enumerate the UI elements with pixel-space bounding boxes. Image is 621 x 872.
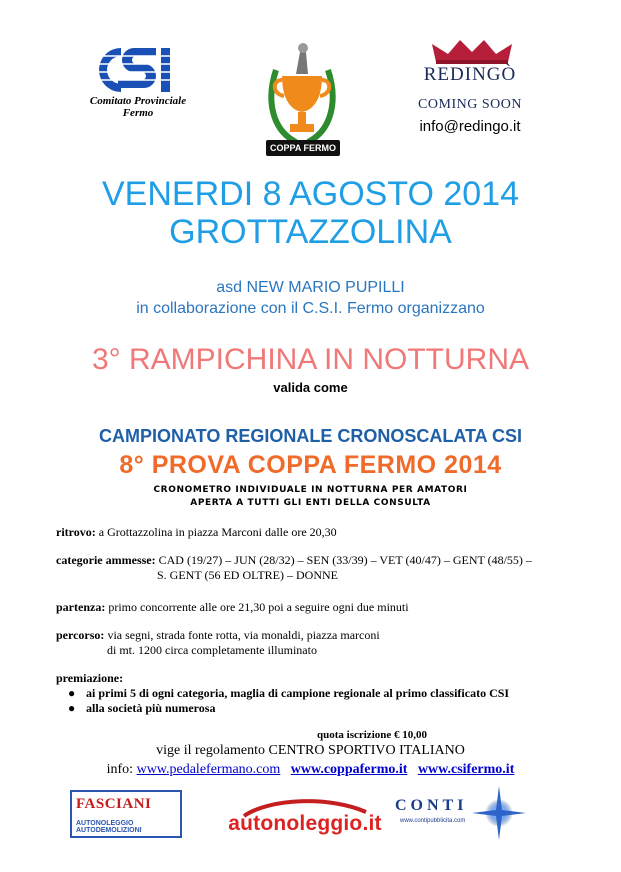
event-date: VENERDI 8 AGOSTO 2014 — [102, 175, 519, 213]
partenza-text: primo concorrente alle ore 21,30 poi a seguire ogni due minuti — [105, 600, 409, 614]
autonoleggio-text: autonoleggio.it — [228, 812, 382, 835]
percorso-text2: di mt. 1200 circa completamente illuminato — [107, 643, 317, 657]
csi-caption-line1: Comitato Provinciale — [89, 95, 187, 107]
crono-line2: APERTA A TUTTI GLI ENTI DELLA CONSULTA — [190, 498, 431, 508]
star-burst-icon — [472, 786, 526, 840]
event-location: GROTTAZZOLINA — [169, 213, 452, 251]
quota-text: quota iscrizione € 10,00 — [317, 729, 427, 741]
premiazione-item-text: alla società più numerosa — [86, 701, 216, 715]
list-item — [64, 686, 509, 701]
info-links — [0, 762, 621, 778]
organizer-line2: in collaborazione con il C.S.I. Fermo organizzano — [136, 300, 485, 317]
crown-icon — [430, 38, 514, 64]
regolamento-text: vige il regolamento CENTRO SPORTIVO ITALIANO — [156, 743, 465, 758]
redingo-tagline: COMING SOON — [418, 97, 522, 112]
categorie-text1: CAD (19/27) – JUN (28/32) – SEN (33/39) – VET (40/47) – GENT (48/55) – — [155, 553, 532, 567]
fasciani-name: FASCIANI — [76, 796, 152, 812]
fasciani-logo — [70, 790, 182, 838]
partenza-label: partenza: — [56, 600, 106, 614]
list-item — [64, 701, 509, 716]
percorso-label: percorso: — [56, 628, 105, 642]
ritrovo-row — [56, 525, 337, 539]
percorso-text1: via segni, strada fonte rotta, via monaldi, piazza marconi — [104, 628, 380, 642]
bullet-icon: ● — [68, 701, 76, 715]
premiazione-item-text: ai primi 5 di ogni categoria, maglia di campione regionale al primo classificato CSI — [86, 686, 510, 700]
crono-line1: CRONOMETRO INDIVIDUALE IN NOTTURNA PER AMATORI — [153, 485, 468, 495]
link-csifermo[interactable]: www.csifermo.it — [417, 762, 515, 777]
csi-caption — [68, 95, 208, 119]
categorie-row — [56, 553, 532, 567]
ritrovo-text: a Grottazzolina in piazza Marconi dalle ore 20,30 — [95, 525, 337, 539]
info-label: info: — [106, 762, 134, 777]
valida-text: valida come — [273, 380, 348, 395]
fasciani-sub: AUTONOLEGGIO AUTODEMOLIZIONI — [76, 820, 142, 834]
autonoleggio-logo — [215, 812, 395, 836]
conti-name: CONTI — [395, 797, 468, 814]
categorie-text2: S. GENT (56 ED OLTRE) – DONNE — [157, 568, 338, 582]
redingo-brand: REDINGÒ — [423, 64, 517, 85]
championship-title: CAMPIONATO REGIONALE CRONOSCALATA CSI — [99, 426, 522, 446]
event-title: 3° RAMPICHINA IN NOTTURNA — [91, 343, 530, 376]
csi-caption-line2: Fermo — [122, 107, 154, 119]
premiazione-label: premiazione: — [56, 671, 124, 685]
ritrovo-label: ritrovo: — [56, 525, 96, 539]
round-title: 8° PROVA COPPA FERMO 2014 — [119, 451, 502, 479]
bullet-icon: ● — [68, 686, 76, 700]
premiazione-list — [64, 686, 509, 716]
link-pedalefermano[interactable]: www.pedalefermano.com — [136, 762, 281, 777]
redingo-email: info@redingo.it — [419, 118, 521, 135]
coppa-fermo-label: COPPA FERMO — [266, 140, 340, 156]
categorie-label: categorie ammesse: — [56, 553, 156, 567]
partenza-row — [56, 600, 409, 614]
conti-sub: www.contipubblicita.com — [400, 818, 466, 824]
organizer-line1: asd NEW MARIO PUPILLI — [216, 279, 405, 296]
link-coppafermo[interactable]: www.coppafermo.it — [290, 762, 408, 777]
percorso-row — [56, 628, 380, 642]
